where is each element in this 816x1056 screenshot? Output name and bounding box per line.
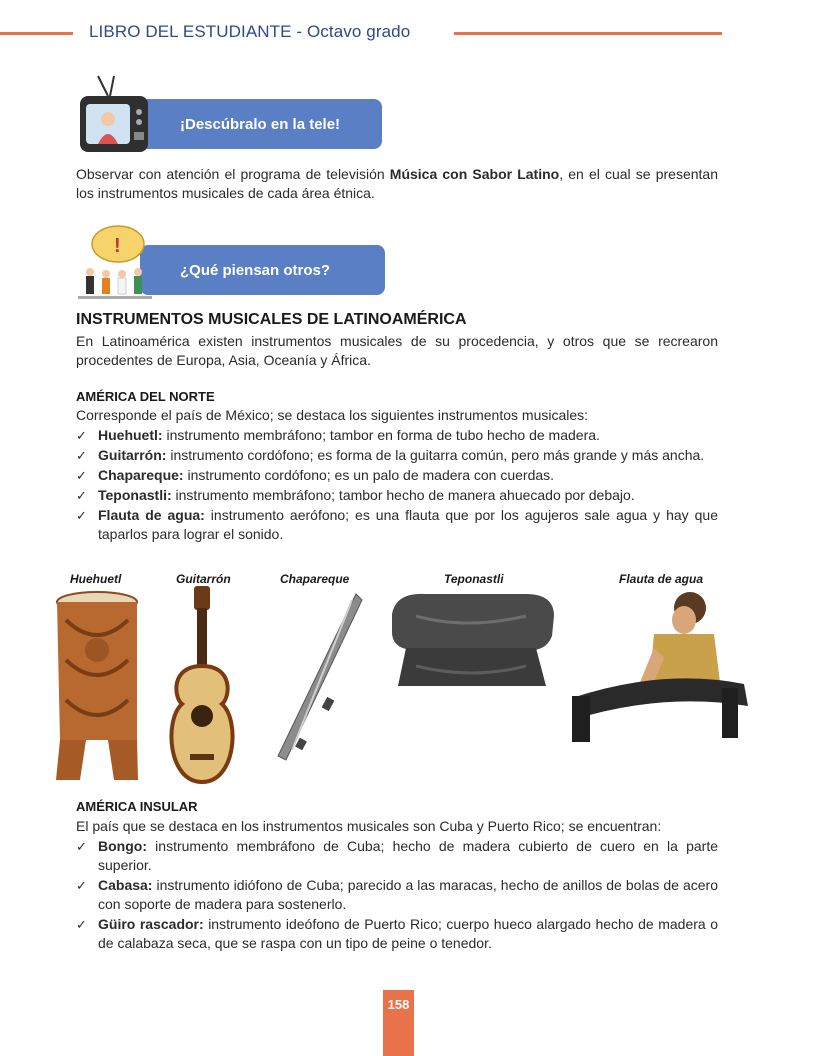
check-icon: ✓ [76,448,87,463]
item-term: Güiro rascador: [98,916,204,932]
label-flauta-de-agua: Flauta de agua [619,572,704,586]
check-icon: ✓ [76,488,87,503]
television-icon [78,74,150,158]
tele-banner-label: ¡Descúbralo en la tele! [180,115,341,133]
people-thinking-icon [78,224,152,306]
list-item [76,446,718,465]
item-text: instrumento membráfono; tambor en forma de tubo hecho de madera. [162,427,600,443]
program-name: Música con Sabor Latino [389,166,560,182]
norte-title: AMÉRICA DEL NORTE [76,389,215,404]
item-term: Bongo: [98,838,147,854]
list-item [76,426,718,445]
list-item [76,486,718,505]
list-item [76,915,718,953]
insular-list [76,837,718,954]
label-chapareque: Chapareque [280,572,350,586]
label-huehuetl: Huehuetl [70,572,122,586]
item-term: Flauta de agua: [98,507,205,523]
header-title: LIBRO DEL ESTUDIANTE - Octavo grado [89,22,411,41]
check-icon: ✓ [76,508,87,523]
otros-banner [140,245,385,295]
item-text: instrumento cordófono; es un palo de madera con cuerdas. [183,467,555,483]
item-term: Cabasa: [98,877,153,893]
check-icon: ✓ [76,468,87,483]
intro-text-end: , en el cual se presentan los instrumentos musicales de cada área étnica. [76,166,718,201]
item-term: Huehuetl: [98,427,163,443]
label-teponastli: Teponastli [444,572,504,586]
item-text: instrumento ideófono de Puerto Rico; cuerpo hueco alargado hecho de madera o de calabaza seca, que se raspa con un tipo de peine o tenedor. [98,916,718,951]
intro-text-start: Observar con atención el programa de televisión [76,166,390,182]
check-icon: ✓ [76,839,87,854]
item-term: Guitarrón: [98,447,167,463]
teponastli-image [386,586,558,690]
label-guitarron: Guitarrón [176,572,231,586]
item-text: instrumento idiófono de Cuba; parecido a las maracas, hecho de anillos de bolas de acero con soporte de madera para sostenerlo. [98,877,718,912]
norte-list [76,426,718,545]
section-title: INSTRUMENTOS MUSICALES DE LATINOAMÉRICA [76,311,467,328]
list-item [76,837,718,875]
svg-text:!: ! [114,235,121,257]
flauta-de-agua-image [572,588,752,742]
list-item [76,466,718,485]
item-term: Teponastli: [98,487,172,503]
item-text: instrumento aerófono; es una flauta que por los agujeros sale agua y hay que taparlos para lograr el sonido. [98,507,718,542]
huehuetl-image [52,590,142,782]
check-icon: ✓ [76,878,87,893]
tele-banner [140,99,382,149]
section-intro: En Latinoamérica existen instrumentos musicales de su procedencia, y otros que se recrearon procedentes de Europa, Asia, Oceanía y África. [76,333,718,368]
check-icon: ✓ [76,428,87,443]
item-text: instrumento membráfono de Cuba; hecho de madera cubierto de cuero en la parte superior. [98,838,718,873]
insular-title: AMÉRICA INSULAR [76,799,198,814]
item-text: instrumento cordófono; es forma de la guitarra común, pero más grande y más ancha. [166,447,705,463]
list-item [76,876,718,914]
item-text: instrumento membráfono; tambor hecho de manera ahuecado por debajo. [171,487,635,503]
header-rule-right [454,32,722,35]
check-icon: ✓ [76,917,87,932]
intro-paragraph [76,165,718,203]
otros-banner-label: ¿Qué piensan otros? [180,261,331,279]
insular-lead: El país que se destaca en los instrumentos musicales son Cuba y Puerto Rico; se encuentran: [76,818,662,834]
chapareque-image [272,590,364,766]
guitarron-image [162,586,244,784]
page-number: 158 [383,990,414,1056]
header-rule-left [0,32,73,35]
list-item [76,506,718,544]
item-term: Chapareque: [98,467,184,483]
norte-lead: Corresponde el país de México; se destaca los siguientes instrumentos musicales: [76,407,589,423]
